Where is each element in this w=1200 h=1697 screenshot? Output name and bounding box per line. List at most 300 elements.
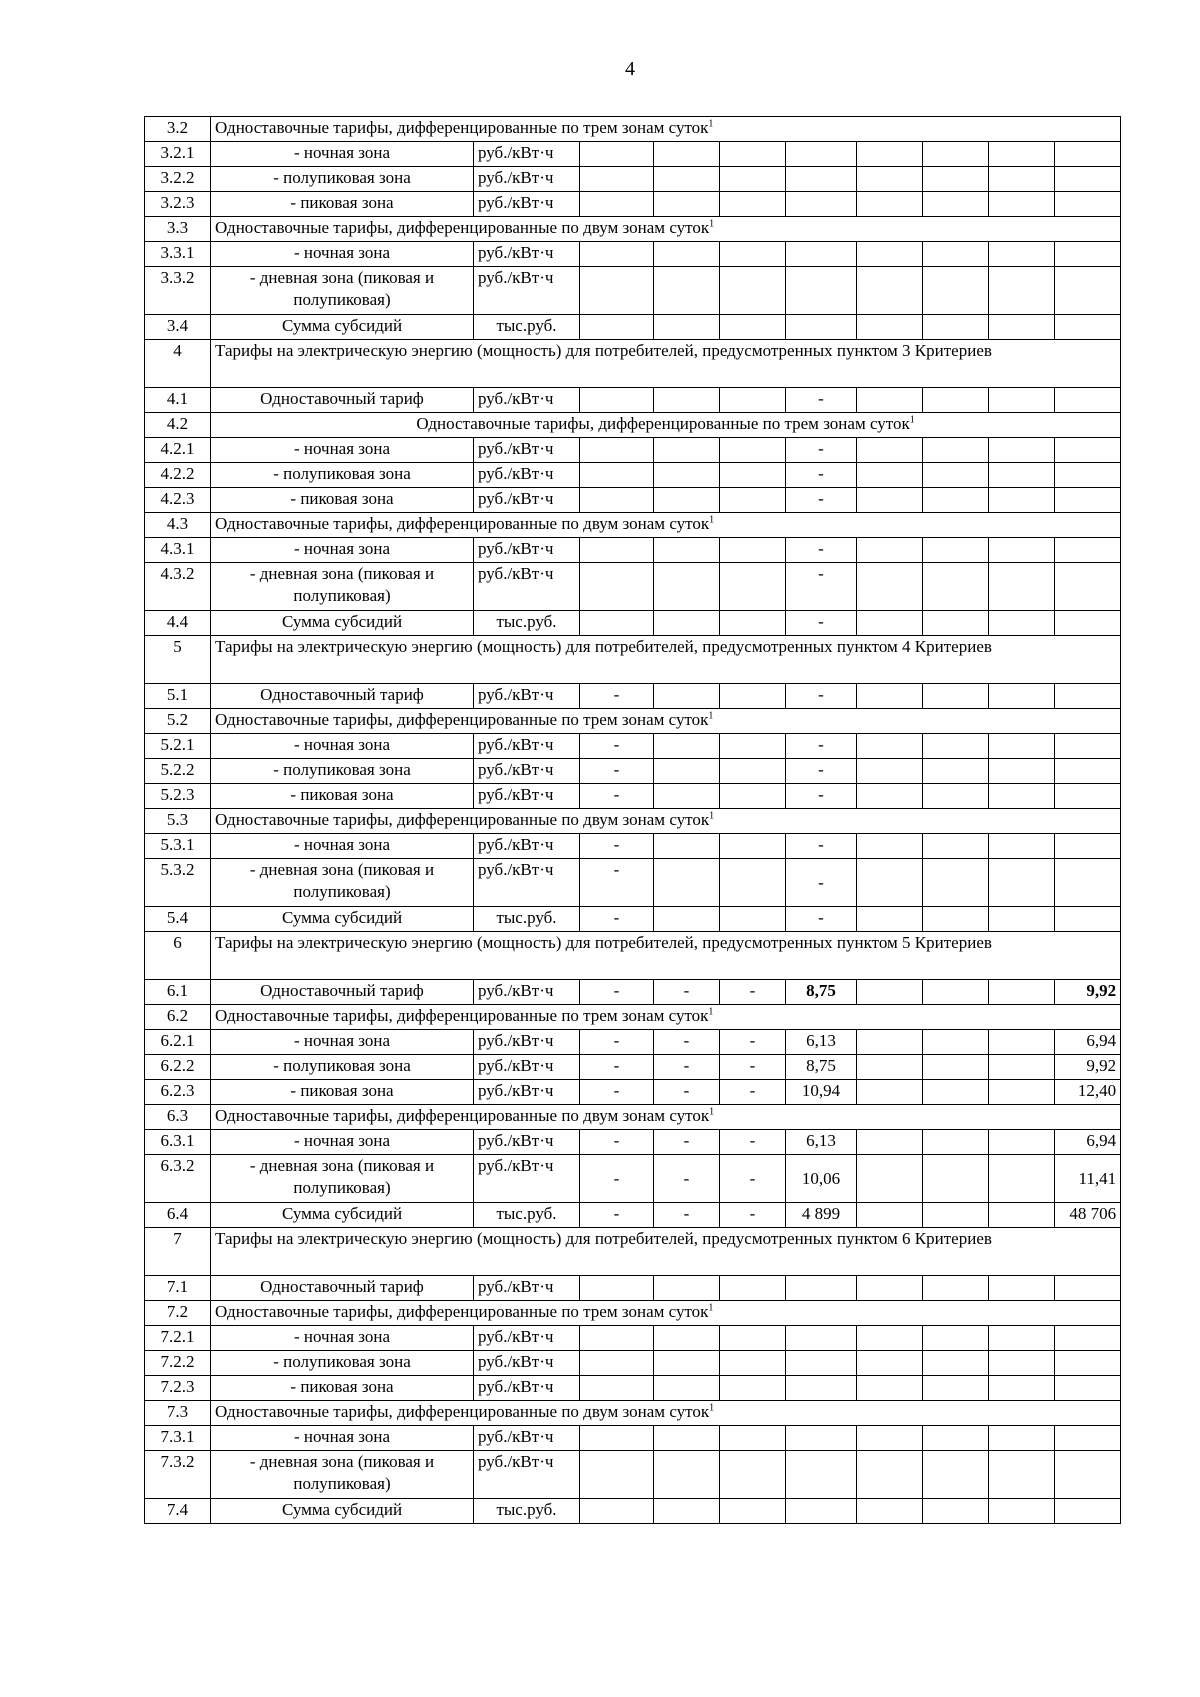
table-cell: [1055, 242, 1121, 267]
unit-cell: руб./кВт·ч: [474, 1451, 580, 1499]
row-number-cell: 5: [145, 636, 211, 684]
group-heading-cell: [211, 1301, 1121, 1326]
table-cell: [786, 315, 857, 340]
table-cell: [580, 388, 654, 413]
table-cell: [580, 315, 654, 340]
cell-text: полупиковая): [293, 586, 391, 605]
table-cell: [923, 980, 989, 1005]
table-row: [145, 117, 1121, 142]
value-cell: 6,94: [1055, 1030, 1121, 1055]
table-cell: [989, 834, 1055, 859]
table-cell: [857, 538, 923, 563]
table-cell: [720, 1499, 786, 1524]
row-label-cell: - пиковая зона: [211, 192, 474, 217]
row-label-cell: - ночная зона: [211, 538, 474, 563]
unit-cell: руб./кВт·ч: [474, 734, 580, 759]
table-cell: [720, 167, 786, 192]
table-cell: [857, 1376, 923, 1401]
table-cell: [1055, 907, 1121, 932]
row-label-cell: Сумма субсидий: [211, 315, 474, 340]
table-cell: [857, 1451, 923, 1499]
table-cell: [786, 167, 857, 192]
cell-text: полупиковая): [293, 1474, 391, 1493]
value-cell: -: [654, 1030, 720, 1055]
table-cell: [786, 192, 857, 217]
table-row: [145, 932, 1121, 980]
table-cell: [580, 142, 654, 167]
table-cell: [720, 1426, 786, 1451]
unit-cell: тыс.руб.: [474, 315, 580, 340]
unit-cell: тыс.руб.: [474, 907, 580, 932]
table-cell: [923, 1055, 989, 1080]
table-cell: [786, 1376, 857, 1401]
row-label-cell: - ночная зона: [211, 142, 474, 167]
row-label-cell: [211, 267, 474, 315]
table-cell: [857, 980, 923, 1005]
table-cell: [989, 907, 1055, 932]
cell-text: Одноставочные тарифы, дифференцированные по трем зонам суток: [215, 710, 709, 729]
table-cell: [786, 1426, 857, 1451]
row-number-cell: 7.2.2: [145, 1351, 211, 1376]
table-cell: [857, 1130, 923, 1155]
table-cell: [989, 759, 1055, 784]
unit-cell: руб./кВт·ч: [474, 980, 580, 1005]
value-cell: -: [580, 1055, 654, 1080]
section-heading: Тарифы на электрическую энергию (мощность) для потребителей, предусмотренных пунктом 4 Критериев: [211, 636, 1121, 684]
value-cell: -: [786, 611, 857, 636]
row-label-cell: - пиковая зона: [211, 1376, 474, 1401]
unit-cell: руб./кВт·ч: [474, 167, 580, 192]
table-row: [145, 1030, 1121, 1055]
group-heading-cell: [211, 217, 1121, 242]
table-cell: [989, 1376, 1055, 1401]
table-row: [145, 1276, 1121, 1301]
row-number-cell: 6.3.2: [145, 1155, 211, 1203]
table-cell: [720, 684, 786, 709]
table-cell: [923, 563, 989, 611]
value-cell: -: [786, 859, 857, 907]
row-label-cell: Сумма субсидий: [211, 1203, 474, 1228]
row-label-cell: - ночная зона: [211, 438, 474, 463]
row-number-cell: 5.2.2: [145, 759, 211, 784]
value-cell: -: [580, 980, 654, 1005]
table-cell: [857, 388, 923, 413]
value-cell: -: [580, 1130, 654, 1155]
table-cell: [720, 142, 786, 167]
unit-cell: руб./кВт·ч: [474, 834, 580, 859]
table-row: [145, 563, 1121, 611]
row-number-cell: 4.2.1: [145, 438, 211, 463]
row-number-cell: 6.2: [145, 1005, 211, 1030]
section-heading: Тарифы на электрическую энергию (мощность) для потребителей, предусмотренных пунктом 3 Критериев: [211, 340, 1121, 388]
table-cell: [654, 734, 720, 759]
cell-text: полупиковая): [293, 1178, 391, 1197]
table-cell: [1055, 611, 1121, 636]
table-cell: [989, 192, 1055, 217]
table-cell: [786, 1499, 857, 1524]
table-cell: [923, 1030, 989, 1055]
row-label-cell: - полупиковая зона: [211, 463, 474, 488]
table-cell: [786, 142, 857, 167]
value-cell: -: [786, 684, 857, 709]
table-cell: [720, 563, 786, 611]
table-row: [145, 242, 1121, 267]
value-cell: -: [580, 759, 654, 784]
row-number-cell: 7: [145, 1228, 211, 1276]
footnote-marker: 1: [708, 710, 714, 722]
row-number-cell: 7.2: [145, 1301, 211, 1326]
table-cell: [989, 1451, 1055, 1499]
table-row: [145, 1130, 1121, 1155]
value-cell: -: [786, 388, 857, 413]
table-row: [145, 267, 1121, 315]
footnote-marker: 1: [909, 414, 915, 426]
row-number-cell: 4.2.2: [145, 463, 211, 488]
table-cell: [923, 1155, 989, 1203]
table-cell: [857, 611, 923, 636]
unit-cell: руб./кВт·ч: [474, 1426, 580, 1451]
value-cell: -: [654, 1155, 720, 1203]
table-cell: [989, 1030, 1055, 1055]
table-row: [145, 1376, 1121, 1401]
table-row: [145, 1401, 1121, 1426]
row-label-cell: - полупиковая зона: [211, 759, 474, 784]
row-number-cell: 7.4: [145, 1499, 211, 1524]
table-cell: [989, 980, 1055, 1005]
table-cell: [989, 142, 1055, 167]
footnote-marker: 1: [709, 514, 715, 526]
value-cell: -: [580, 834, 654, 859]
table-cell: [923, 1376, 989, 1401]
table-cell: [1055, 167, 1121, 192]
table-cell: [1055, 1451, 1121, 1499]
row-number-cell: 3.2.1: [145, 142, 211, 167]
row-number-cell: 4.3: [145, 513, 211, 538]
value-cell: -: [654, 1055, 720, 1080]
group-heading-cell: [211, 1401, 1121, 1426]
table-cell: [923, 142, 989, 167]
value-cell: -: [786, 463, 857, 488]
row-number-cell: 5.1: [145, 684, 211, 709]
table-cell: [857, 167, 923, 192]
value-cell: -: [786, 784, 857, 809]
cell-text: полупиковая): [293, 882, 391, 901]
row-number-cell: 4.3.2: [145, 563, 211, 611]
row-number-cell: 5.3.1: [145, 834, 211, 859]
table-cell: [786, 1276, 857, 1301]
row-number-cell: 6.3: [145, 1105, 211, 1130]
table-cell: [720, 611, 786, 636]
table-row: [145, 859, 1121, 907]
table-cell: [857, 759, 923, 784]
row-number-cell: 5.2.1: [145, 734, 211, 759]
table-cell: [580, 1376, 654, 1401]
cell-text: - дневная зона (пиковая и: [249, 1156, 435, 1175]
table-cell: [857, 907, 923, 932]
table-cell: [1055, 834, 1121, 859]
value-cell: -: [654, 980, 720, 1005]
row-label-cell: - ночная зона: [211, 1030, 474, 1055]
table-cell: [720, 759, 786, 784]
table-cell: [857, 242, 923, 267]
table-cell: [720, 315, 786, 340]
unit-cell: руб./кВт·ч: [474, 1030, 580, 1055]
row-number-cell: 6.3.1: [145, 1130, 211, 1155]
table-row: [145, 1301, 1121, 1326]
group-heading-cell: [211, 1005, 1121, 1030]
table-cell: [1055, 563, 1121, 611]
unit-cell: руб./кВт·ч: [474, 684, 580, 709]
table-cell: [857, 1155, 923, 1203]
table-cell: [989, 859, 1055, 907]
table-cell: [857, 488, 923, 513]
table-row: [145, 734, 1121, 759]
section-heading: Тарифы на электрическую энергию (мощность) для потребителей, предусмотренных пунктом 6 Критериев: [211, 1228, 1121, 1276]
value-cell: 12,40: [1055, 1080, 1121, 1105]
table-cell: [857, 1030, 923, 1055]
table-cell: [857, 438, 923, 463]
table-cell: [580, 1499, 654, 1524]
row-label-cell: Одноставочный тариф: [211, 684, 474, 709]
table-cell: [989, 1080, 1055, 1105]
value-cell: -: [786, 563, 857, 611]
table-cell: [857, 192, 923, 217]
table-cell: [857, 463, 923, 488]
unit-cell: руб./кВт·ч: [474, 759, 580, 784]
table-cell: [923, 463, 989, 488]
table-row: [145, 463, 1121, 488]
value-cell: 8,75: [786, 1055, 857, 1080]
table-row: [145, 759, 1121, 784]
row-number-cell: 6: [145, 932, 211, 980]
cell-text: Одноставочные тарифы, дифференцированные по двум зонам суток: [215, 810, 710, 829]
table-cell: [654, 1426, 720, 1451]
table-cell: [857, 1351, 923, 1376]
row-number-cell: 4.1: [145, 388, 211, 413]
value-cell: -: [786, 834, 857, 859]
group-heading-cell: [211, 117, 1121, 142]
unit-cell: руб./кВт·ч: [474, 1155, 580, 1203]
unit-cell: руб./кВт·ч: [474, 1055, 580, 1080]
value-cell: 6,13: [786, 1030, 857, 1055]
table-cell: [1055, 438, 1121, 463]
table-cell: [923, 1203, 989, 1228]
value-cell: -: [654, 1203, 720, 1228]
table-cell: [720, 538, 786, 563]
value-cell: -: [786, 734, 857, 759]
table-cell: [1055, 684, 1121, 709]
table-cell: [1055, 1426, 1121, 1451]
table-cell: [1055, 734, 1121, 759]
table-cell: [857, 1055, 923, 1080]
table-row: [145, 142, 1121, 167]
table-cell: [923, 834, 989, 859]
row-number-cell: 3.3.2: [145, 267, 211, 315]
table-cell: [923, 784, 989, 809]
table-cell: [923, 315, 989, 340]
unit-cell: руб./кВт·ч: [474, 488, 580, 513]
footnote-marker: 1: [708, 1302, 714, 1314]
footnote-marker: 1: [708, 118, 714, 130]
table-cell: [923, 907, 989, 932]
row-number-cell: 6.1: [145, 980, 211, 1005]
table-cell: [654, 388, 720, 413]
value-cell: -: [786, 538, 857, 563]
cell-text: Одноставочные тарифы, дифференцированные по двум зонам суток: [215, 514, 710, 533]
footnote-marker: 1: [709, 1106, 715, 1118]
table-cell: [1055, 1376, 1121, 1401]
table-cell: [923, 1499, 989, 1524]
table-row: [145, 513, 1121, 538]
table-cell: [989, 1326, 1055, 1351]
table-cell: [923, 1276, 989, 1301]
row-label-cell: Сумма субсидий: [211, 1499, 474, 1524]
cell-text: - дневная зона (пиковая и: [249, 1452, 435, 1471]
table-cell: [654, 488, 720, 513]
table-cell: [580, 563, 654, 611]
unit-cell: руб./кВт·ч: [474, 1130, 580, 1155]
table-cell: [580, 167, 654, 192]
table-cell: [654, 563, 720, 611]
value-cell: -: [580, 1155, 654, 1203]
table-cell: [720, 388, 786, 413]
table-row: [145, 1499, 1121, 1524]
row-label-cell: - пиковая зона: [211, 1080, 474, 1105]
row-number-cell: 7.1: [145, 1276, 211, 1301]
table-cell: [923, 438, 989, 463]
table-cell: [580, 463, 654, 488]
unit-cell: руб./кВт·ч: [474, 267, 580, 315]
table-row: [145, 1155, 1121, 1203]
unit-cell: руб./кВт·ч: [474, 563, 580, 611]
row-label-cell: - ночная зона: [211, 1426, 474, 1451]
table-cell: [1055, 463, 1121, 488]
value-cell: -: [580, 907, 654, 932]
table-cell: [654, 684, 720, 709]
table-cell: [1055, 1276, 1121, 1301]
table-cell: [989, 684, 1055, 709]
row-number-cell: 6.2.1: [145, 1030, 211, 1055]
table-cell: [1055, 784, 1121, 809]
table-cell: [857, 267, 923, 315]
table-cell: [580, 1326, 654, 1351]
value-cell: -: [580, 734, 654, 759]
table-cell: [923, 242, 989, 267]
table-cell: [923, 1426, 989, 1451]
table-cell: [580, 192, 654, 217]
table-row: [145, 611, 1121, 636]
group-heading-cell: [211, 1105, 1121, 1130]
table-cell: [786, 267, 857, 315]
table-row: [145, 980, 1121, 1005]
cell-text: - дневная зона (пиковая и: [249, 860, 435, 879]
table-cell: [580, 538, 654, 563]
table-cell: [720, 192, 786, 217]
table-cell: [857, 142, 923, 167]
table-cell: [720, 907, 786, 932]
table-cell: [720, 1276, 786, 1301]
table-cell: [580, 438, 654, 463]
page-number: 4: [625, 58, 635, 80]
table-cell: [857, 1276, 923, 1301]
value-cell: -: [720, 1055, 786, 1080]
table-cell: [989, 784, 1055, 809]
table-cell: [923, 759, 989, 784]
cell-text: Одноставочные тарифы, дифференцированные по двум зонам суток: [215, 1402, 710, 1421]
table-row: [145, 907, 1121, 932]
table-cell: [720, 1451, 786, 1499]
row-label-cell: Сумма субсидий: [211, 907, 474, 932]
table-cell: [989, 315, 1055, 340]
cell-text: - дневная зона (пиковая и: [249, 564, 435, 583]
table-cell: [989, 734, 1055, 759]
table-row: [145, 167, 1121, 192]
table-cell: [786, 1326, 857, 1351]
table-cell: [989, 1499, 1055, 1524]
row-label-cell: - пиковая зона: [211, 488, 474, 513]
table-cell: [923, 1451, 989, 1499]
unit-cell: руб./кВт·ч: [474, 192, 580, 217]
table-cell: [654, 1276, 720, 1301]
table-cell: [720, 242, 786, 267]
table-cell: [580, 1276, 654, 1301]
table-cell: [923, 488, 989, 513]
table-cell: [1055, 538, 1121, 563]
table-cell: [654, 315, 720, 340]
table-row: [145, 1203, 1121, 1228]
table-cell: [786, 242, 857, 267]
table-cell: [654, 859, 720, 907]
table-row: [145, 1451, 1121, 1499]
group-heading-cell: [211, 413, 1121, 438]
unit-cell: руб./кВт·ч: [474, 1080, 580, 1105]
value-cell: 48 706: [1055, 1203, 1121, 1228]
row-number-cell: 3.2.2: [145, 167, 211, 192]
table-cell: [1055, 192, 1121, 217]
table-cell: [720, 267, 786, 315]
table-cell: [720, 784, 786, 809]
table-cell: [654, 1451, 720, 1499]
table-cell: [720, 734, 786, 759]
table-cell: [857, 1326, 923, 1351]
row-label-cell: Одноставочный тариф: [211, 1276, 474, 1301]
table-row: [145, 538, 1121, 563]
row-label-cell: Одноставочный тариф: [211, 980, 474, 1005]
table-cell: [654, 1326, 720, 1351]
table-cell: [989, 563, 1055, 611]
table-row: [145, 413, 1121, 438]
table-cell: [923, 267, 989, 315]
row-label-cell: - полупиковая зона: [211, 167, 474, 192]
row-number-cell: 3.2: [145, 117, 211, 142]
table-cell: [654, 167, 720, 192]
value-cell: -: [580, 1080, 654, 1105]
row-label-cell: Сумма субсидий: [211, 611, 474, 636]
row-number-cell: 6.2.3: [145, 1080, 211, 1105]
table-row: [145, 217, 1121, 242]
unit-cell: руб./кВт·ч: [474, 1376, 580, 1401]
table-cell: [654, 1376, 720, 1401]
value-cell: 8,75: [786, 980, 857, 1005]
value-cell: -: [720, 980, 786, 1005]
table-cell: [1055, 1351, 1121, 1376]
row-number-cell: 5.4: [145, 907, 211, 932]
table-cell: [989, 1351, 1055, 1376]
table-cell: [923, 611, 989, 636]
table-cell: [580, 488, 654, 513]
footnote-marker: 1: [709, 810, 715, 822]
table-row: [145, 1105, 1121, 1130]
